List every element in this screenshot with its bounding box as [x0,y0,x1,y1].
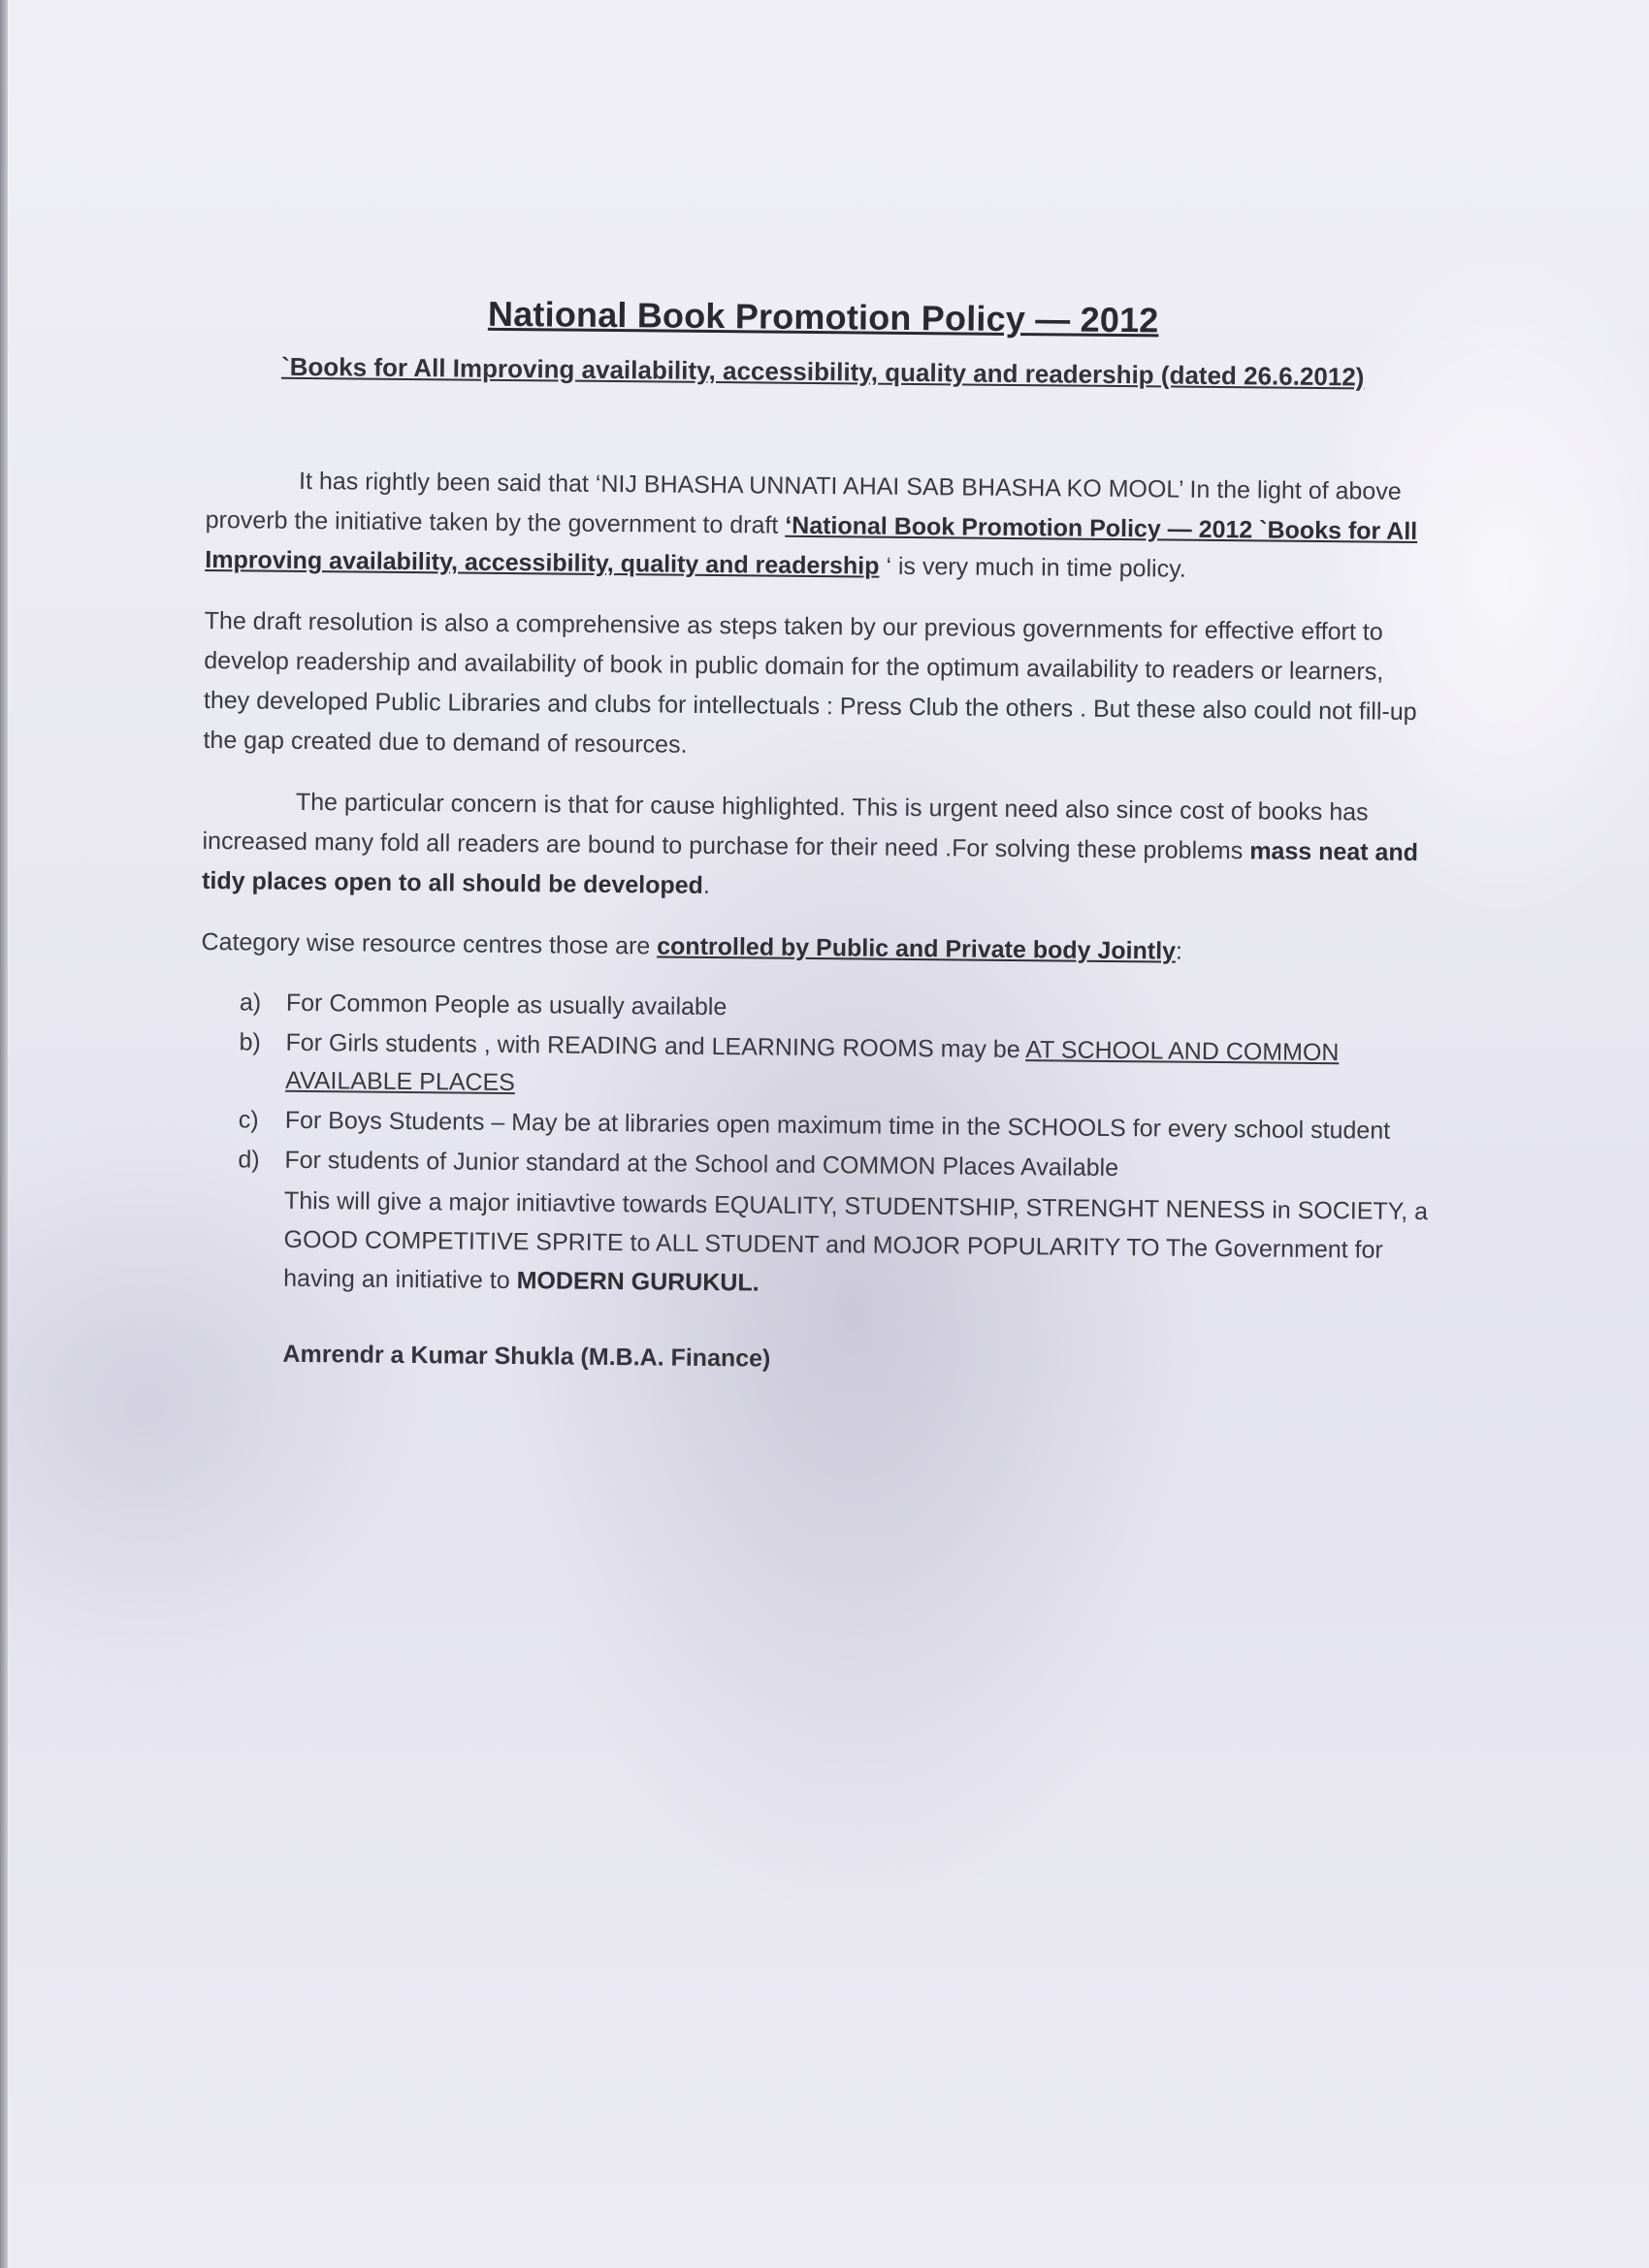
paragraph-category [201,923,1433,974]
policy-name-emphasis: ‘National Book Promotion Policy — 2012 `Books for All Improving availability, accessibility, quality and readership [205,511,1418,580]
list-item-text: For Girls students , with READING and LEARNING ROOMS may be [285,1028,1026,1064]
paragraph-draft-resolution: The draft resolution is also a comprehensive as steps taken by our previous governments for effective effort to develop readership and availability of book in public domain for the optimum availability to readers or learners, they developed Public Libraries and clubs for intellectuals : Press Club the others . But these also could not fill-up the gap created due to demand of resources. [203,606,1417,759]
list-marker: d) [238,1146,260,1174]
list-item [200,1023,1433,1111]
list-item-text: For Boys Students – May be at libraries open maximum time in the SCHOOLS for every school student [284,1106,1391,1145]
document-subtitle: `Books for All Improving availability, accessibility, quality and readership (dated 26.6.2012) [280,351,1365,392]
category-emphasis: controlled by Public and Private body Jointly [657,932,1177,965]
concern-text: The particular concern is that for cause highlighted. This is urgent need also since cost of books has increased many fold all readers are bound to purchase for their need .For solving these problems [202,788,1369,865]
list-item-text: For students of Junior standard at the School and COMMON Places Available [284,1146,1119,1183]
list-marker: c) [238,1106,259,1134]
scan-edge-shadow [0,0,8,2268]
paragraph-proverb [205,461,1438,592]
closing-statement [198,1181,1431,1309]
closing-text: This will give a major initiavtive towards EQUALITY, STUDENTSHIP, STRENGHT NENESS in SOCIETY, a GOOD COMPETITIVE SPRITE to ALL STUDENT and MOJOR POPULARITY TO The Government for having an initiative to [283,1186,1429,1295]
list-marker: b) [239,1028,261,1056]
paragraph-concern [202,782,1435,913]
category-text: Category wise resource centres those are [201,927,658,960]
list-marker: a) [239,988,262,1017]
category-list [199,984,1433,1190]
document-body [197,291,1439,1379]
proverb-text-end: ‘ is very much in time policy. [879,552,1186,583]
closing-bold: MODERN GURUKUL. [516,1267,760,1297]
concern-end: . [702,871,710,899]
proverb-text: It has rightly been said that ‘NIJ BHASHA UNNATI AHAI SAB BHASHA KO MOOL’ In the light of above proverb the initiative taken by the government to draft [205,467,1402,539]
list-item-emphasis: AT SCHOOL AND COMMON AVAILABLE PLACES [285,1036,1340,1097]
concern-bold: mass neat and tidy places open to all should be developed [202,837,1419,899]
category-end: : [1175,937,1183,965]
list-item-text: For Common People as usually available [285,988,728,1021]
signature-line: Amrendr a Kumar Shukla (M.B.A. Finance) [282,1340,771,1373]
document-title: National Book Promotion Policy — 2012 [487,293,1159,340]
